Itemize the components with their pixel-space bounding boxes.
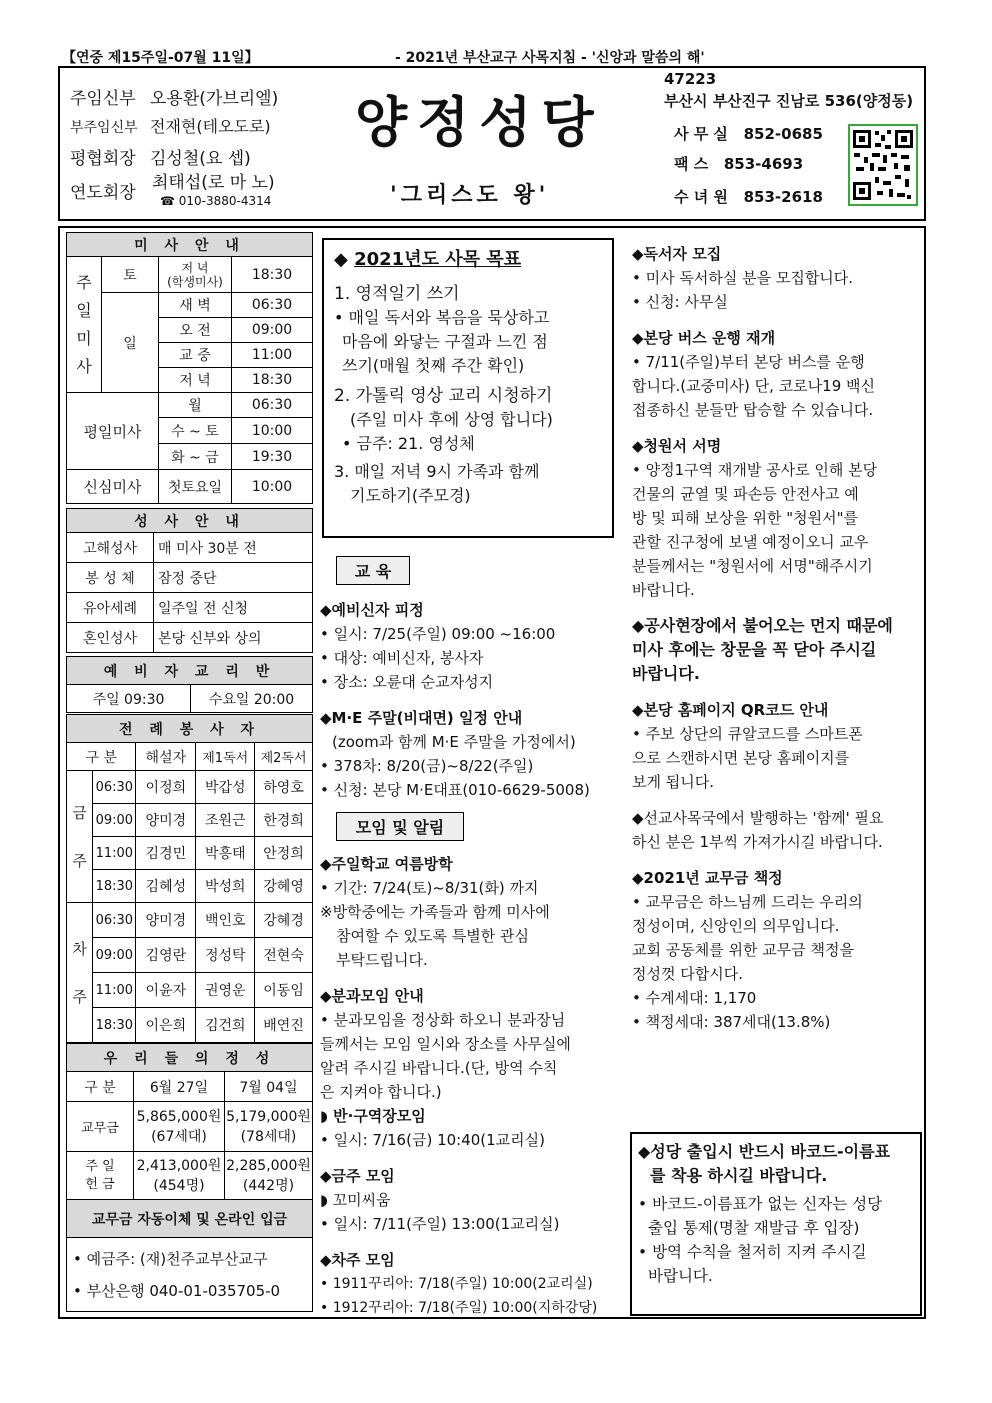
address: 부산시 부산진구 진남로 536(양정동) [664, 92, 914, 110]
right-line: 관할 진구청에 보낼 예정이오니 교우 [632, 533, 869, 551]
issue-label: 【연중 제15주일-07월 11일】 [62, 50, 259, 66]
education-label: 교 육 [336, 556, 410, 585]
education-title: ◆M·E 주말(비대면) 일정 안내 [320, 709, 523, 727]
postcode: 47223 [664, 70, 717, 88]
right-line: 으로 스캔하시면 본당 홈페이지를 [632, 749, 850, 767]
goal-1-line: 쓰기(매월 첫째 주간 확인) [342, 356, 525, 375]
mass-time: 18:30 [232, 257, 313, 293]
mass-title: 미 사 안 내 [67, 233, 313, 257]
offering-label: 주 일 헌 금 [67, 1152, 134, 1200]
server-name: 박흥태 [196, 837, 255, 870]
offering-table [66, 1043, 313, 1312]
notice-title: ◆주일학교 여름방학 [320, 855, 453, 873]
mass-time: 09:00 [232, 318, 313, 343]
contact-convent: 수 녀 원 853-2618 [674, 188, 823, 206]
mass-time: 11:00 [232, 343, 313, 368]
server-name: 김건희 [196, 1008, 255, 1043]
right-line: 바랍니다. [632, 664, 700, 683]
server-time: 06:30 [93, 771, 136, 804]
servers-header: 제2독서 [255, 743, 313, 771]
account-holder: • 예금주: (재)천주교부산교구 [73, 1249, 268, 1268]
catechumen-title: 예 비 자 교 리 반 [67, 657, 313, 685]
server-name: 배연진 [255, 1008, 313, 1043]
sacrament-value: 일주일 전 신청 [154, 593, 313, 623]
education-line: • 장소: 오륜대 순교자성지 [320, 673, 494, 691]
notice-line: 참여할 수 있도록 특별한 관심 [336, 927, 529, 945]
mass-time: 06:30 [232, 293, 313, 318]
education-title: ◆예비신자 피정 [320, 601, 424, 619]
diocese-motto: - 2021년 부산교구 사목지침 - '신앙과 말씀의 해' [395, 50, 705, 66]
servers-header: 제1독서 [196, 743, 255, 771]
weekday-time: 19:30 [232, 444, 313, 470]
barcode-line: 출입 통제(명찰 재발급 후 입장) [648, 1219, 860, 1237]
server-name: 강혜영 [255, 870, 313, 903]
server-name: 하영호 [255, 771, 313, 804]
education-line: • 대상: 예비신자, 봉사자 [320, 649, 484, 667]
server-time: 11:00 [93, 837, 136, 870]
sacrament-value: 본당 신부와 상의 [154, 623, 313, 653]
right-line: 바랍니다. [632, 581, 695, 599]
offering-label: 교무금 [67, 1102, 134, 1152]
server-name: 박갑성 [196, 771, 255, 804]
transfer-title: 교무금 자동이체 및 온라인 입금 [67, 1200, 313, 1238]
catechumen-sunday: 주일 09:30 [67, 685, 191, 713]
barcode-title: 를 착용 하시길 바랍니다. [650, 1166, 828, 1185]
servers-header: 해설자 [136, 743, 196, 771]
server-name: 권영운 [196, 973, 255, 1008]
server-time: 18:30 [93, 870, 136, 903]
server-name: 양미경 [136, 804, 196, 837]
goal-2-line: (주일 미사 후에 상영 합니다) [350, 410, 553, 429]
barcode-line: • 바코드-이름표가 없는 신자는 성당 [638, 1195, 883, 1213]
notices-section [320, 840, 624, 1320]
education-line: • 신청: 본당 M·E대표(010-6629-5008) [320, 781, 590, 799]
notice-line: • 1911꾸리아: 7/18(주일) 10:00(2교리실) [320, 1276, 593, 1292]
notice-line: 알려 주시길 바랍니다.(단, 방역 수칙 [320, 1059, 558, 1077]
weekday-time: 10:00 [232, 418, 313, 444]
clergy-prayer: 연도회장 [70, 183, 136, 203]
server-name: 이은희 [136, 1008, 196, 1043]
education-line: • 378차: 8/20(금)~8/22(주일) [320, 757, 534, 775]
sacrament-label: 유아세례 [67, 593, 154, 623]
notice-title: ◆차주 모임 [320, 1251, 395, 1269]
server-name: 안정희 [255, 837, 313, 870]
barcode-line: 바랍니다. [648, 1267, 713, 1285]
server-name: 양미경 [136, 903, 196, 938]
offering-value: 5,865,000원 (67세대) [134, 1102, 225, 1152]
right-line: 하신 분은 1부씩 가져가시길 바랍니다. [632, 833, 883, 851]
saturday-label: 토 [102, 257, 159, 293]
weekday-mass-label: 평일미사 [67, 393, 159, 470]
mass-row-label: 오 전 [159, 318, 232, 343]
notice-line: 은 지켜야 합니다.) [320, 1083, 442, 1101]
right-line: • 수계세대: 1,170 [632, 989, 757, 1007]
weekday-day: 수 ~ 토 [159, 418, 232, 444]
right-notices [632, 242, 924, 1034]
education-line: (zoom과 함께 M·E 주말을 가정에서) [332, 733, 576, 751]
clergy-council: 평협회장 김성철(요 셉) [70, 149, 251, 169]
goals-title: ◆ 2021년도 사목 목표 [334, 249, 522, 270]
offering-value: 2,285,000원 (442명) [225, 1152, 313, 1200]
server-name: 이동임 [255, 973, 313, 1008]
server-name: 강혜경 [255, 903, 313, 938]
server-name: 김혜성 [136, 870, 196, 903]
goal-3: 3. 매일 저녁 9시 가족과 함께 [334, 462, 540, 481]
server-name: 전현숙 [255, 938, 313, 973]
notice-line: ◗ 꼬미씨움 [320, 1191, 391, 1209]
right-line: • 미사 독서하실 분을 모집합니다. [632, 269, 854, 287]
right-line: 정성이며, 신앙인의 의무입니다. [632, 917, 840, 935]
right-line: 미사 후에는 창문을 꼭 닫아 주시길 [632, 640, 877, 659]
right-line: • 교무금은 하느님께 드리는 우리의 [632, 893, 863, 911]
mass-row-label: 교 중 [159, 343, 232, 368]
mass-schedule-table [66, 232, 313, 504]
week-this-label: 금 주 [67, 771, 93, 903]
right-line: ◆선교사목국에서 발행하는 '함께' 필요 [632, 809, 884, 827]
notice-title: ◆금주 모임 [320, 1167, 395, 1185]
server-name: 정성탁 [196, 938, 255, 973]
notices-label: 모임 및 알림 [336, 812, 464, 841]
notice-line: • 일시: 7/16(금) 10:40(1교리실) [320, 1131, 546, 1149]
server-time: 11:00 [93, 973, 136, 1008]
account-number: • 부산은행 040-01-035705-0 [73, 1281, 281, 1300]
right-line: 분들께서는 "청원서에 서명"해주시기 [632, 557, 873, 575]
weekday-day: 월 [159, 393, 232, 418]
church-subtitle: '그리스도 왕' [390, 183, 550, 208]
offering-title: 우 리 들 의 정 성 [67, 1044, 313, 1072]
mass-row-label: 새 벽 [159, 293, 232, 318]
right-line: 정성껏 다합시다. [632, 965, 743, 983]
goal-1-line: • 매일 독서와 복음을 묵상하고 [334, 308, 550, 327]
notice-line: 부탁드립니다. [336, 951, 428, 969]
week-next-label: 차 주 [67, 903, 93, 1043]
barcode-notice-box [630, 1132, 922, 1316]
contact-office: 사 무 실 852-0685 [674, 125, 823, 143]
catechumen-table [66, 656, 313, 713]
right-line: 합니다.(교중미사) 단, 코로나19 백신 [632, 377, 876, 395]
mass-row-label: 저 녁 (학생미사) [159, 257, 232, 293]
right-line: • 7/11(주일)부터 본당 버스를 운행 [632, 353, 865, 371]
server-name: 김경민 [136, 837, 196, 870]
sunday-label: 일 [102, 293, 159, 393]
church-title: 양정성당 [355, 90, 604, 154]
masthead [58, 66, 926, 221]
notice-line: • 1912꾸리아: 7/18(주일) 10:00(지하강당) [320, 1300, 598, 1316]
right-line: • 주보 상단의 큐알코드를 스마트폰 [632, 725, 863, 743]
server-name: 이정희 [136, 771, 196, 804]
server-time: 09:00 [93, 938, 136, 973]
weekday-time: 06:30 [232, 393, 313, 418]
goal-2-line: • 금주: 21. 영성체 [342, 434, 475, 453]
notice-subtitle: ◗ 반·구역장모임 [320, 1107, 426, 1125]
right-line: 접종하신 분들만 탑승할 수 있습니다. [632, 401, 874, 419]
right-line: 건물의 균열 및 파손등 안전사고 예 [632, 485, 859, 503]
sacrament-label: 혼인성사 [67, 623, 154, 653]
right-title: ◆본당 버스 운행 재개 [632, 329, 776, 347]
notice-line: ※방학중에는 가족들과 함께 미사에 [320, 903, 550, 921]
server-name: 박성희 [196, 870, 255, 903]
server-name: 한경희 [255, 804, 313, 837]
education-section [320, 586, 620, 802]
right-line: • 책정세대: 387세대(13.8%) [632, 1013, 831, 1031]
offering-header: 구 분 [67, 1072, 134, 1102]
offering-value: 2,413,000원 (454명) [134, 1152, 225, 1200]
sacrament-title: 성 사 안 내 [67, 509, 313, 533]
right-title: ◆2021년 교무금 책정 [632, 869, 783, 887]
server-name: 조원근 [196, 804, 255, 837]
goal-2: 2. 가톨릭 영상 교리 시청하기 [334, 386, 553, 406]
server-name: 김영란 [136, 938, 196, 973]
notice-line: • 기간: 7/24(토)~8/31(화) 까지 [320, 879, 539, 897]
qr-code-icon[interactable] [848, 124, 918, 206]
right-line: • 양정1구역 재개발 공사로 인해 본당 [632, 461, 878, 479]
right-line: 교회 공동체를 위한 교무금 책정을 [632, 941, 854, 959]
education-line: • 일시: 7/25(주일) 09:00 ~16:00 [320, 625, 556, 643]
right-title: ◆공사현장에서 불어오는 먼지 때문에 [632, 616, 893, 635]
servers-table [66, 714, 313, 1043]
offering-header: 6월 27일 [134, 1072, 225, 1102]
barcode-line: • 방역 수칙을 철저히 지켜 주시길 [638, 1243, 867, 1261]
servers-title: 전 례 봉 사 자 [67, 715, 313, 743]
prayer-head-phone: ☎ 010-3880-4314 [160, 194, 272, 208]
server-time: 18:30 [93, 1008, 136, 1043]
servers-header: 구 분 [67, 743, 136, 771]
first-saturday-time: 10:00 [232, 470, 313, 504]
account-info [67, 1238, 313, 1312]
goal-1-line: 마음에 와닿는 구절과 느낀 점 [342, 332, 548, 351]
goals-box [322, 238, 614, 538]
contact-fax: 팩 스 853-4693 [674, 155, 804, 173]
right-title: ◆청원서 서명 [632, 437, 722, 455]
sunday-mass-label: 주 일 미 사 [67, 257, 102, 393]
sacrament-label: 봉 성 체 [67, 563, 154, 593]
right-title: ◆독서자 모집 [632, 245, 722, 263]
notice-line: 들께서는 모임 일시와 장소를 사무실에 [320, 1035, 571, 1053]
main-content [58, 226, 926, 1319]
sacrament-value: 잠정 중단 [154, 563, 313, 593]
first-saturday-day: 첫토요일 [159, 470, 232, 504]
notice-line: • 일시: 7/11(주일) 13:00(1교리실) [320, 1215, 560, 1233]
offering-value: 5,179,000원 (78세대) [225, 1102, 313, 1152]
weekday-day: 화 ~ 금 [159, 444, 232, 470]
sacrament-value: 매 미사 30분 전 [154, 533, 313, 563]
mass-time: 18:30 [232, 368, 313, 393]
server-time: 09:00 [93, 804, 136, 837]
right-line: 보게 됩니다. [632, 773, 714, 791]
server-name: 백인호 [196, 903, 255, 938]
right-title: ◆본당 홈페이지 QR코드 안내 [632, 701, 829, 719]
mass-row-label: 저 녁 [159, 368, 232, 393]
server-name: 이윤자 [136, 973, 196, 1008]
clergy-pastor: 주임신부 오용환(가브리엘) [70, 89, 279, 109]
sacrament-label: 고해성사 [67, 533, 154, 563]
goal-3-line: 기도하기(주모경) [350, 486, 471, 505]
right-line: 방 및 피해 보상을 위한 "청원서"를 [632, 509, 859, 527]
server-time: 06:30 [93, 903, 136, 938]
prayer-head-name: 최태섭(로 마 노) [152, 173, 275, 193]
sacrament-table [66, 508, 313, 653]
offering-header: 7월 04일 [225, 1072, 313, 1102]
notice-line: • 분과모임을 정상화 하오니 분과장님 [320, 1011, 566, 1029]
notice-title: ◆분과모임 안내 [320, 987, 424, 1005]
clergy-assistant: 부주임신부 전재현(테오도로) [70, 117, 271, 136]
first-saturday-label: 신심미사 [67, 470, 159, 504]
goal-1: 1. 영적일기 쓰기 [334, 284, 460, 304]
barcode-title: ◆성당 출입시 반드시 바코드-이름표 [638, 1142, 891, 1161]
catechumen-wednesday: 수요일 20:00 [191, 685, 313, 713]
right-line: • 신청: 사무실 [632, 293, 728, 311]
